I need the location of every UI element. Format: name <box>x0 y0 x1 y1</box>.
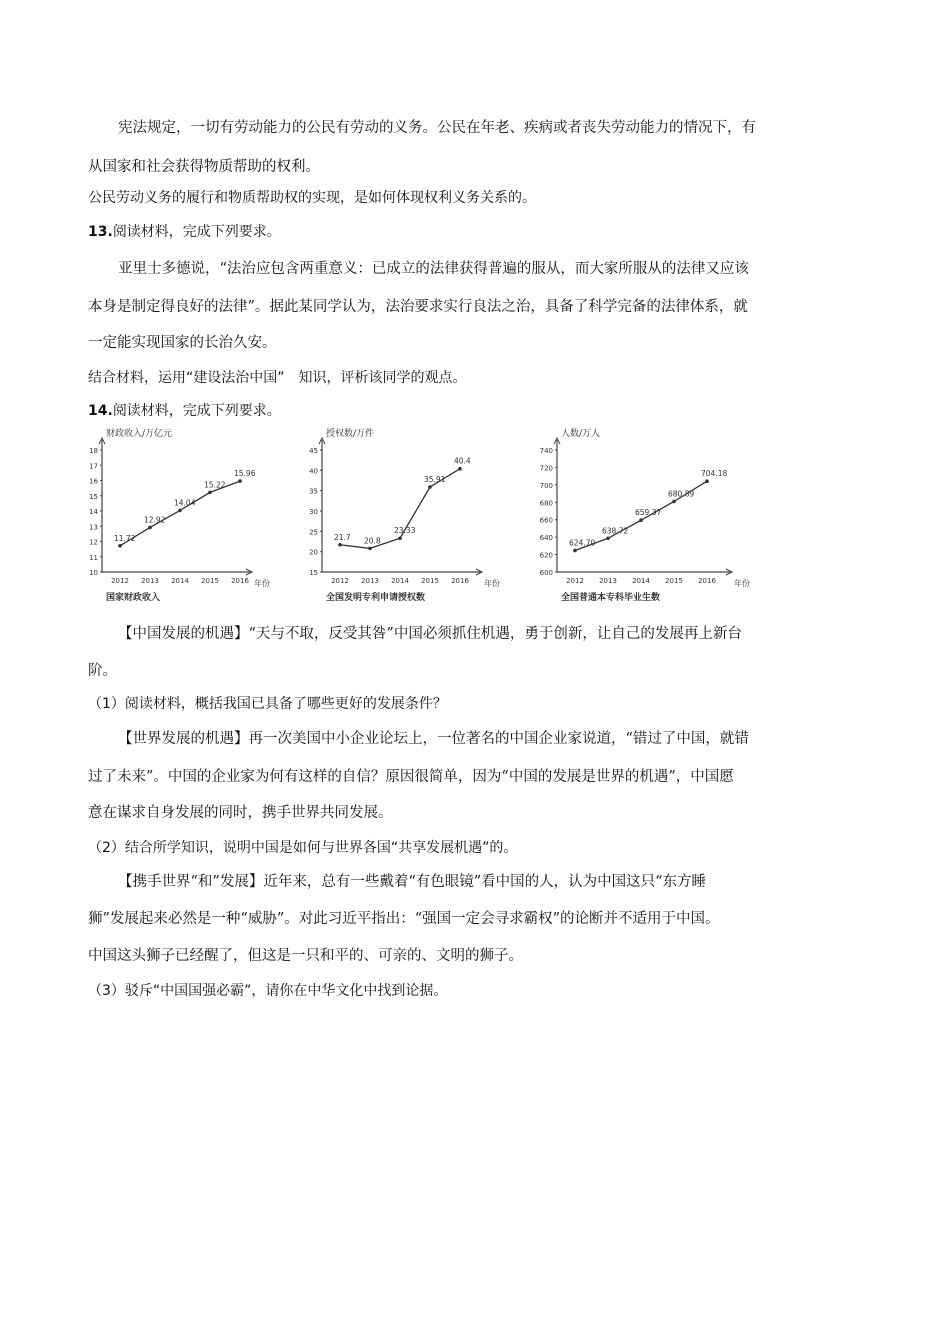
y-tick-label: 15 <box>309 569 318 577</box>
question-instruction: 阅读材料，完成下列要求。 <box>112 403 281 419</box>
data-point <box>148 526 152 530</box>
y-tick-label: 25 <box>309 528 318 537</box>
paragraph-line: 狮”发展起来必然是一种“威胁”。对此习近平指出：“强国一定会寻求霸权”的论断并不适用于中国。 <box>88 911 720 927</box>
data-label: 15.22 <box>204 480 226 490</box>
x-tick-label: 2016 <box>698 577 716 585</box>
data-label: 638.72 <box>602 526 629 536</box>
paragraph-line: 【世界发展的机遇】再一次美国中小企业论坛上，一位著名的中国企业家说道，“错过了中国，就错 <box>118 731 749 747</box>
x-tick-label: 2013 <box>361 577 379 585</box>
chart-fiscal-revenue <box>80 429 280 616</box>
chart-title: 国家财政收入 <box>106 593 161 603</box>
y-tick-label: 12 <box>89 538 98 547</box>
x-axis-label: 年份 <box>734 579 750 588</box>
y-tick-label: 18 <box>89 447 98 455</box>
data-point <box>428 485 432 489</box>
chart-patent-grants <box>300 429 510 616</box>
data-point <box>238 479 242 483</box>
paragraph-line: 意在谋求自身发展的同时，携手世界共同发展。 <box>88 805 393 821</box>
y-tick-label: 30 <box>309 508 318 516</box>
data-label: 12.92 <box>144 515 166 525</box>
x-tick-label: 2013 <box>599 577 617 585</box>
data-point <box>208 491 212 495</box>
y-tick-label: 14 <box>89 508 98 516</box>
y-tick-label: 640 <box>539 534 553 543</box>
data-label: 680.89 <box>668 489 695 499</box>
y-tick-label: 17 <box>89 462 98 471</box>
y-tick-label: 740 <box>539 447 553 455</box>
data-label: 20.8 <box>364 536 381 546</box>
paragraph-line: 本身是制定得良好的法律”。据此某同学认为，法治要求实行良法之治，具备了科学完备的法律体系，就 <box>88 299 748 315</box>
data-point <box>118 544 122 548</box>
data-point <box>338 543 342 547</box>
paragraph-line: 中国这头狮子已经醒了，但这是一只和平的、可亲的、文明的狮子。 <box>88 948 523 964</box>
data-label: 23.33 <box>394 526 416 536</box>
y-tick-label: 11 <box>89 553 98 562</box>
paragraph-line: 宪法规定，一切有劳动能力的公民有劳动的义务。公民在年老、疾病或者丧失劳动能力的情况下，有 <box>118 120 756 136</box>
y-tick-label: 16 <box>89 477 98 486</box>
data-label: 624.70 <box>569 538 596 548</box>
data-label: 40.4 <box>454 456 471 466</box>
x-tick-label: 2014 <box>632 577 650 585</box>
x-tick-label: 2014 <box>391 577 409 585</box>
question-prompt: （3）驳斥“中国国强必霸”，请你在中华文化中找到论据。 <box>88 983 448 999</box>
data-label: 21.7 <box>334 532 351 542</box>
x-tick-label: 2012 <box>331 577 349 585</box>
data-label: 659.37 <box>635 508 662 518</box>
y-tick-label: 660 <box>539 516 553 525</box>
chart-graduates <box>525 429 755 616</box>
x-tick-label: 2013 <box>141 577 159 585</box>
y-tick-label: 35 <box>309 487 318 496</box>
chart-svg <box>300 429 510 612</box>
question-prompt: （2）结合所学知识，说明中国是如何与世界各国“共享发展机遇”的。 <box>88 840 518 856</box>
question-prompt: 公民劳动义务的履行和物质帮助权的实现，是如何体现权利义务关系的。 <box>88 190 536 206</box>
x-tick-label: 2012 <box>111 577 129 585</box>
question-14-heading <box>88 401 281 421</box>
paragraph-line: 从国家和社会获得物质帮助的权利。 <box>88 159 320 175</box>
y-tick-label: 600 <box>539 569 553 577</box>
y-tick-label: 680 <box>539 499 553 508</box>
y-tick-label: 40 <box>309 467 318 476</box>
y-tick-label: 10 <box>89 569 98 577</box>
data-point <box>398 536 402 540</box>
y-axis-label: 财政收入/万亿元 <box>106 429 173 439</box>
data-point <box>178 509 182 513</box>
data-label: 15.96 <box>234 469 256 479</box>
data-label: 14.04 <box>174 498 196 508</box>
y-axis-label: 人数/万人 <box>561 429 601 439</box>
chart-svg <box>525 429 755 612</box>
x-tick-label: 2012 <box>566 577 584 585</box>
x-tick-label: 2015 <box>201 577 219 585</box>
data-point <box>458 467 462 471</box>
y-tick-label: 15 <box>89 492 98 501</box>
x-tick-label: 2016 <box>451 577 469 585</box>
data-point <box>606 536 610 540</box>
x-tick-label: 2015 <box>421 577 439 585</box>
question-prompt: 结合材料，运用“建设法治中国” 知识，评析该同学的观点。 <box>88 370 467 386</box>
series-line <box>120 481 240 546</box>
question-number: 13. <box>88 224 113 240</box>
data-label: 704.18 <box>701 469 728 479</box>
chart-title: 全国普通本专科毕业生数 <box>561 593 661 603</box>
paragraph-line: 阶。 <box>88 663 117 679</box>
chart-svg <box>80 429 280 612</box>
y-tick-label: 20 <box>309 548 318 557</box>
x-axis-label: 年份 <box>254 579 270 588</box>
paragraph-line: 【中国发展的机遇】“天与不取，反受其咎”中国必须抓住机遇，勇于创新，让自己的发展再上新台 <box>118 626 742 642</box>
data-point <box>639 518 643 522</box>
data-point <box>672 500 676 504</box>
y-tick-label: 45 <box>309 447 318 455</box>
data-label: 35.91 <box>424 475 446 485</box>
chart-title: 全国发明专利申请授权数 <box>326 593 426 603</box>
question-13-heading <box>88 222 281 242</box>
x-tick-label: 2014 <box>171 577 189 585</box>
paragraph-line: 亚里士多德说，“法治应包含两重意义：已成立的法律获得普遍的服从，而大家所服从的法律又应该 <box>118 261 749 277</box>
x-axis-label: 年份 <box>484 579 500 588</box>
question-number: 14. <box>88 403 113 419</box>
question-instruction: 阅读材料，完成下列要求。 <box>112 224 281 240</box>
y-axis-label: 授权数/万件 <box>326 429 375 439</box>
data-point <box>368 547 372 551</box>
paragraph-line: 【携手世界“和”发展】近年来，总有一些戴着“有色眼镜”看中国的人，认为中国这只“东方睡 <box>118 874 707 890</box>
chart-group <box>80 429 760 612</box>
y-tick-label: 720 <box>539 464 553 473</box>
paragraph-line: 过了未来”。中国的企业家为何有这样的自信？原因很简单，因为“中国的发展是世界的机遇”，中国愿 <box>88 769 734 785</box>
x-tick-label: 2016 <box>231 577 249 585</box>
y-tick-label: 700 <box>539 481 553 490</box>
y-tick-label: 13 <box>89 523 98 532</box>
x-tick-label: 2015 <box>665 577 683 585</box>
paragraph-line: 一定能实现国家的长治久安。 <box>88 335 277 351</box>
data-label: 11.72 <box>114 533 136 543</box>
data-point <box>573 549 577 553</box>
y-tick-label: 620 <box>539 551 553 560</box>
question-prompt: （1）阅读材料，概括我国已具备了哪些更好的发展条件？ <box>88 696 447 712</box>
data-point <box>705 479 709 483</box>
